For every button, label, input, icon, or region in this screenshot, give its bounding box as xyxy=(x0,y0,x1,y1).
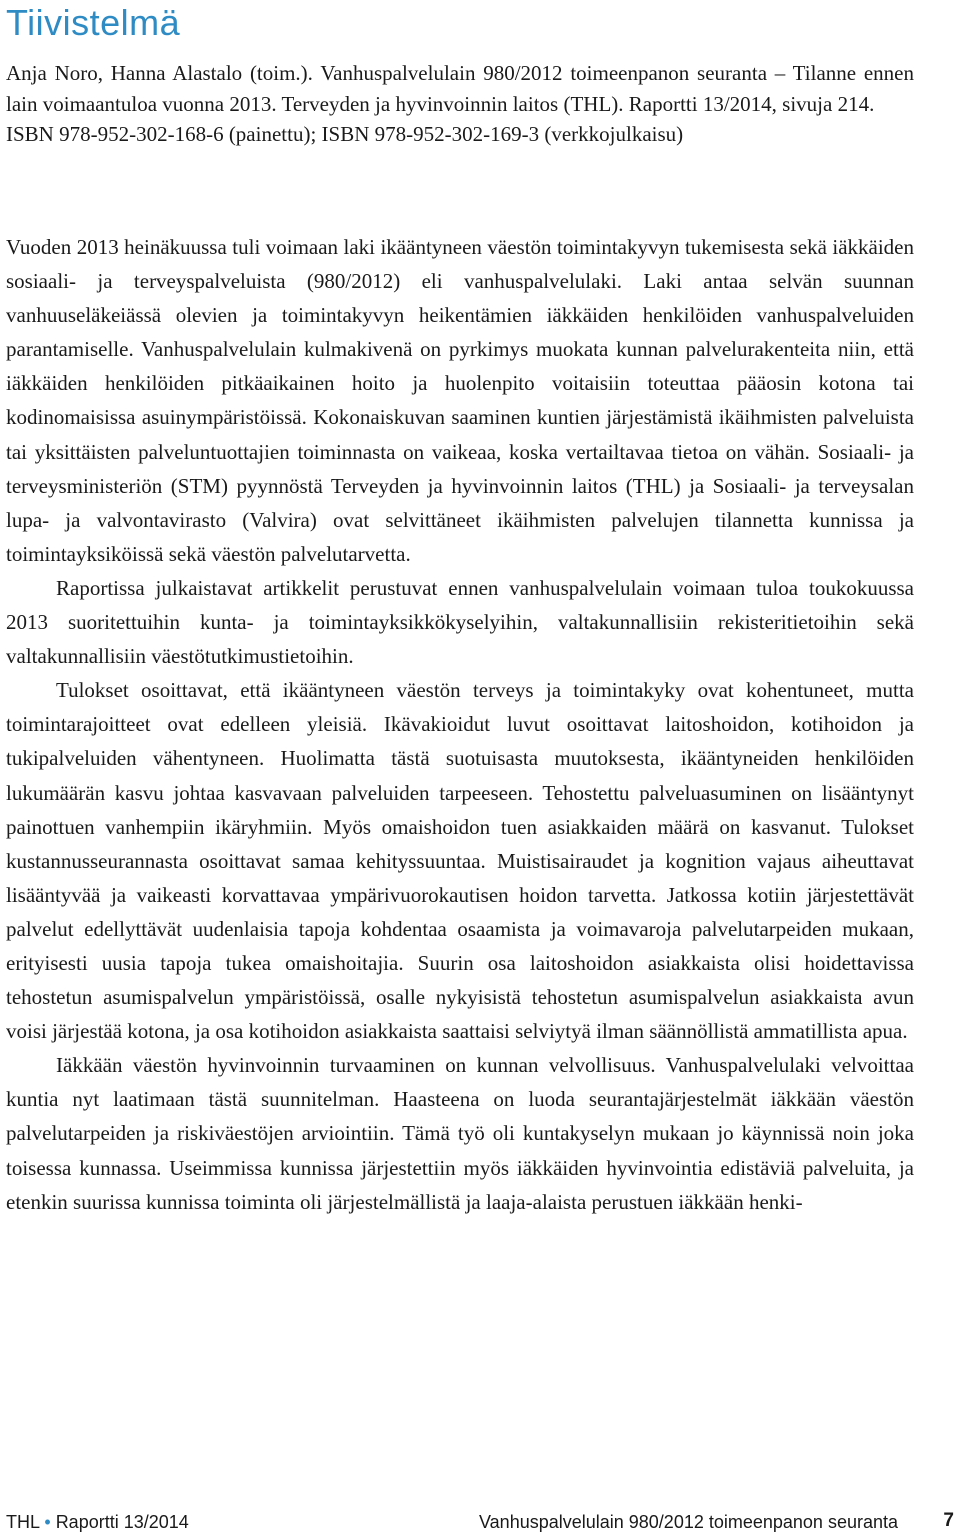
abstract-paragraph-2: Raportissa julkaistavat artikkelit perustuvat ennen vanhuspalvelulain voimaan tuloa toukokuussa 2013 suoritettuihin kunta- ja toimintayksikkökyselyihin, valtakunnallisiin rekisteritietoihin sekä valtakunnallisiin väestötutkimustietoihin. xyxy=(6,575,914,669)
abstract-paragraph-4: Iäkkään väestön hyvinvoinnin turvaaminen on kunnan velvollisuus. Vanhuspalvelulaki velvoittaa kuntia nyt laatimaan tästä suunnitelman. Haasteena on luoda seurantajärjestelmät iäkkään väestön palvelutarpeiden ja riskiväestöjen arviointiin. Tämä työ oli kuntakyselyn mukaan jo käynnissä noin joka toisessa kunnassa. Useimmissa kunnissa järjestettiin myös iäkkäiden hyvinvointia edistäviä palveluita, ja etenkin suurissa kunnissa toiminta oli järjestelmällistä ja laaja-alaista perustuen iäkkään henki- xyxy=(6,1053,914,1214)
page-title: Tiivistelmä xyxy=(6,2,181,43)
citation: Anja Noro, Hanna Alastalo (toim.). Vanhuspalvelulain 980/2012 toimeenpanon seuranta – Tilanne ennen lain voimaantuloa vuonna 2013. Terveyden ja hyvinvoinnin laitos (THL). Raportti 13/2014, sivuja 214. xyxy=(6,61,914,116)
footer-publisher xyxy=(6,1512,189,1533)
abstract-body xyxy=(6,230,914,1219)
abstract-paragraph-1: Vuoden 2013 heinäkuussa tuli voimaan laki ikääntyneen väestön toimintakyvyn tukemisesta sekä iäkkäiden sosiaali- ja terveyspalveluista (980/2012) eli vanhuspalvelulaki. Laki antaa selvän suunnan vanhuuseläkeiässä olevien ja toimintakyvyn heikentämien iäkkäiden henkilöiden vanhuspalveluiden parantamiselle. Vanhuspalvelulain kulmakivenä on pyrkimys muokata kunnan palvelurakenteita niin, että iäkkäiden henkilöiden pitkäaikainen hoito ja huolenpito voitaisiin toteuttaa pääosin kotona tai kodinomaisissa asuinympäristöissä. Kokonaiskuvan saaminen kuntien järjestämistä ikäihmisten palveluista tai yksittäisten palveluntuottajien toiminnasta on vaikeaa, koska vertailtavaa tietoa on vähän. Sosiaali- ja terveysministeriön (STM) pyynnöstä Terveyden ja hyvinvoinnin laitos (THL) ja Sosiaali- ja terveysalan lupa- ja valvontavirasto (Valvira) ovat selvittäneet ikäihmisten palvelujen tilannetta kunnissa ja toimintayksiköissä sekä väestön palvelutarvetta. xyxy=(6,235,914,566)
footer-publisher-name: THL xyxy=(6,1512,40,1532)
abstract-paragraph-3: Tulokset osoittavat, että ikääntyneen väestön terveys ja toimintakyky ovat kohentuneet, mutta toimintarajoitteet ovat edelleen yleisiä. Ikävakioidut luvut osoittavat laitoshoidon, kotihoidon ja tukipalveluiden vähentyneen. Huolimatta tästä suotuisasta muutoksesta, ikääntyneiden henkilöiden lukumäärän kasvu johtaa kasvavaan palveluiden tarpeeseen. Tehostettu palveluasuminen on lisääntynyt painottuen vanhempiin ikäryhmiin. Myös omaishoidon tuen asiakkaiden määrä on kasvanut. Tulokset kustannusseurannasta osoittavat samaa kehityssuuntaa. Muistisairaudet ja kognition vajaus aiheuttavat lisääntyvää ja vaikeasti korvattavaa ympärivuorokautisen hoidon tarvetta. Jatkossa kotiin järjestettävät palvelut edellyttävät uudenlaisia tapoja kohdentaa osaamista ja voimavaroja palvelutarpeiden mukaan, erityisesti uusia tapoja tukea omaishoitajia. Suurin osa laitoshoidon asiakkaista olisi hoidettavissa tehostetun asumispalvelun ympäristöissä, osalle nykyisistä tehostetun asumispalvelun asiakkaista avun voisi järjestää kotona, ja osa kotihoidon asiakkaista saattaisi selviytyä ilman säännöllistä ammatillista apua. xyxy=(6,678,914,1044)
footer-series-title: Vanhuspalvelulain 980/2012 toimeenpanon seuranta xyxy=(479,1512,898,1532)
bibliographic-reference xyxy=(6,58,914,150)
isbn-line: ISBN 978-952-302-168-6 (painettu); ISBN 978-952-302-169-3 (verkkojulkaisu) xyxy=(6,122,684,146)
page-number: 7 xyxy=(943,1510,954,1531)
footer-bullet: • xyxy=(44,1512,51,1532)
footer-report-number: Raportti 13/2014 xyxy=(55,1512,189,1532)
